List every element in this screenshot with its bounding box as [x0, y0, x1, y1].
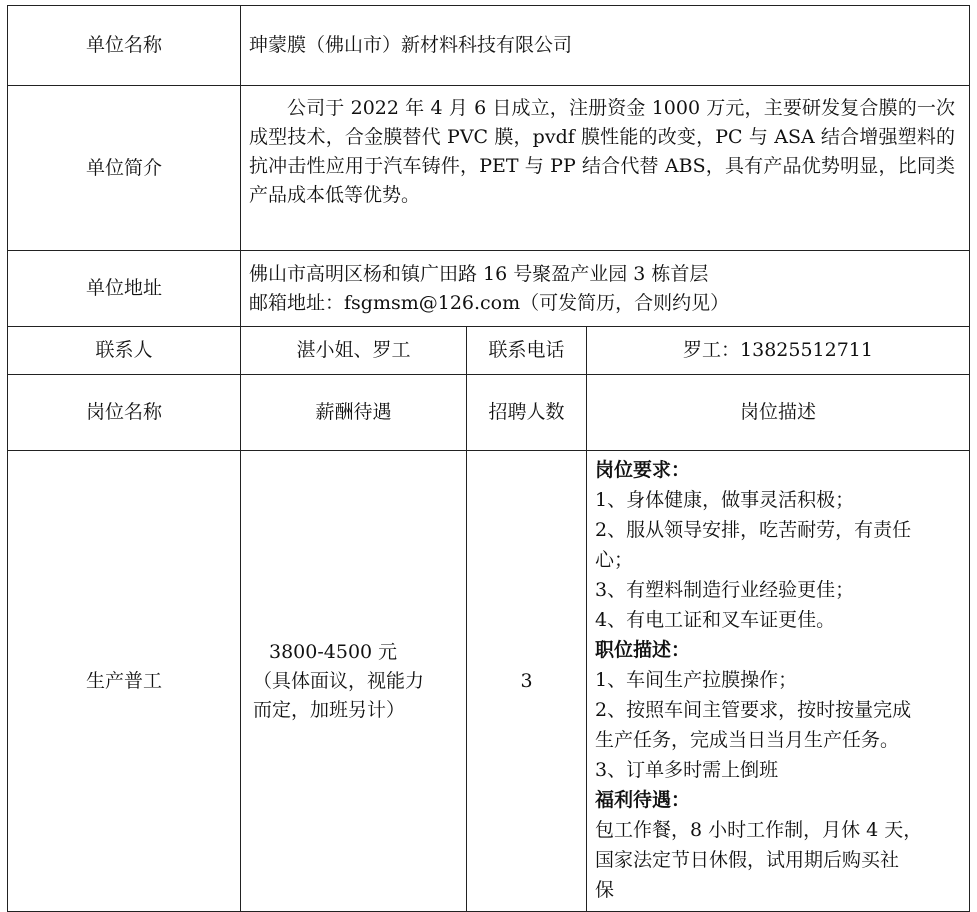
- requirement-item: 2、服从领导安排，吃苦耐劳，有责任: [595, 519, 912, 541]
- company-email: 邮箱地址：fsgmsm@126.com（可发简历，合则约见）: [249, 291, 730, 314]
- company-address: 佛山市高明区杨和镇广田路 16 号聚盈产业园 3 栋首层: [249, 262, 709, 285]
- header-description: 岗位描述: [587, 375, 970, 451]
- requirement-item: 1、身体健康，做事灵活积极；: [595, 489, 855, 511]
- benefits-title: 福利待遇：: [595, 789, 691, 811]
- benefit-item: 包工作餐，8 小时工作制，月休 4 天，: [595, 819, 923, 841]
- header-count: 招聘人数: [467, 375, 587, 451]
- company-intro: [241, 86, 970, 251]
- duty-item: 3、订单多时需上倒班: [595, 759, 779, 781]
- requirement-item: 心；: [595, 549, 634, 571]
- recruitment-table: [7, 5, 970, 912]
- requirement-item: 3、有塑料制造行业经验更佳；: [595, 579, 855, 601]
- duties-title: 职位描述：: [595, 639, 691, 661]
- benefit-item: 国家法定节日休假，试用期后购买社: [595, 849, 900, 871]
- job-position: 生产普工: [8, 451, 241, 912]
- company-address-row: [8, 251, 970, 327]
- duty-item: 生产任务，完成当日当月生产任务。: [595, 729, 900, 751]
- job-count: 3: [467, 451, 587, 912]
- job-row: [8, 451, 970, 912]
- job-salary: [241, 451, 467, 912]
- benefit-item: 保: [595, 879, 615, 901]
- requirements-title: 岗位要求：: [595, 459, 691, 481]
- header-salary: 薪酬待遇: [241, 375, 467, 451]
- contact-label: 联系人: [8, 327, 241, 375]
- company-intro-label: 单位简介: [8, 86, 241, 251]
- header-position: 岗位名称: [8, 375, 241, 451]
- company-name-row: [8, 6, 970, 86]
- company-name: 珅蒙膜（佛山市）新材料科技有限公司: [241, 6, 970, 86]
- company-address-label: 单位地址: [8, 251, 241, 327]
- job-description: [587, 451, 970, 912]
- salary-range: 3800-4500 元: [269, 640, 398, 663]
- company-name-label: 单位名称: [8, 6, 241, 86]
- phone-label: 联系电话: [467, 327, 587, 375]
- duty-item: 1、车间生产拉膜操作；: [595, 669, 798, 691]
- salary-note-2: 而定，加班另计）: [253, 698, 406, 721]
- contact-name: 湛小姐、罗工: [241, 327, 467, 375]
- company-intro-row: [8, 86, 970, 251]
- duty-item: 2、按照车间主管要求，按时按量完成: [595, 699, 912, 721]
- company-intro-text: 公司于 2022 年 4 月 6 日成立，注册资金 1000 万元，主要研发复合膜的一次成型技术，合金膜替代 PVC 膜，pvdf 膜性能的改变，PC 与 ASA 结合增强塑料的抗冲击性应用于汽车铸件，PET 与 PP 结合代替 ABS，具有产品优势明显，比同类产品成本低等优势。: [249, 97, 956, 206]
- company-address-cell: [241, 251, 970, 327]
- salary-note-1: （具体面议，视能力: [253, 669, 425, 692]
- contact-row: [8, 327, 970, 375]
- phone-number: 罗工：13825512711: [587, 327, 970, 375]
- requirement-item: 4、有电工证和叉车证更佳。: [595, 609, 836, 631]
- job-header-row: [8, 375, 970, 451]
